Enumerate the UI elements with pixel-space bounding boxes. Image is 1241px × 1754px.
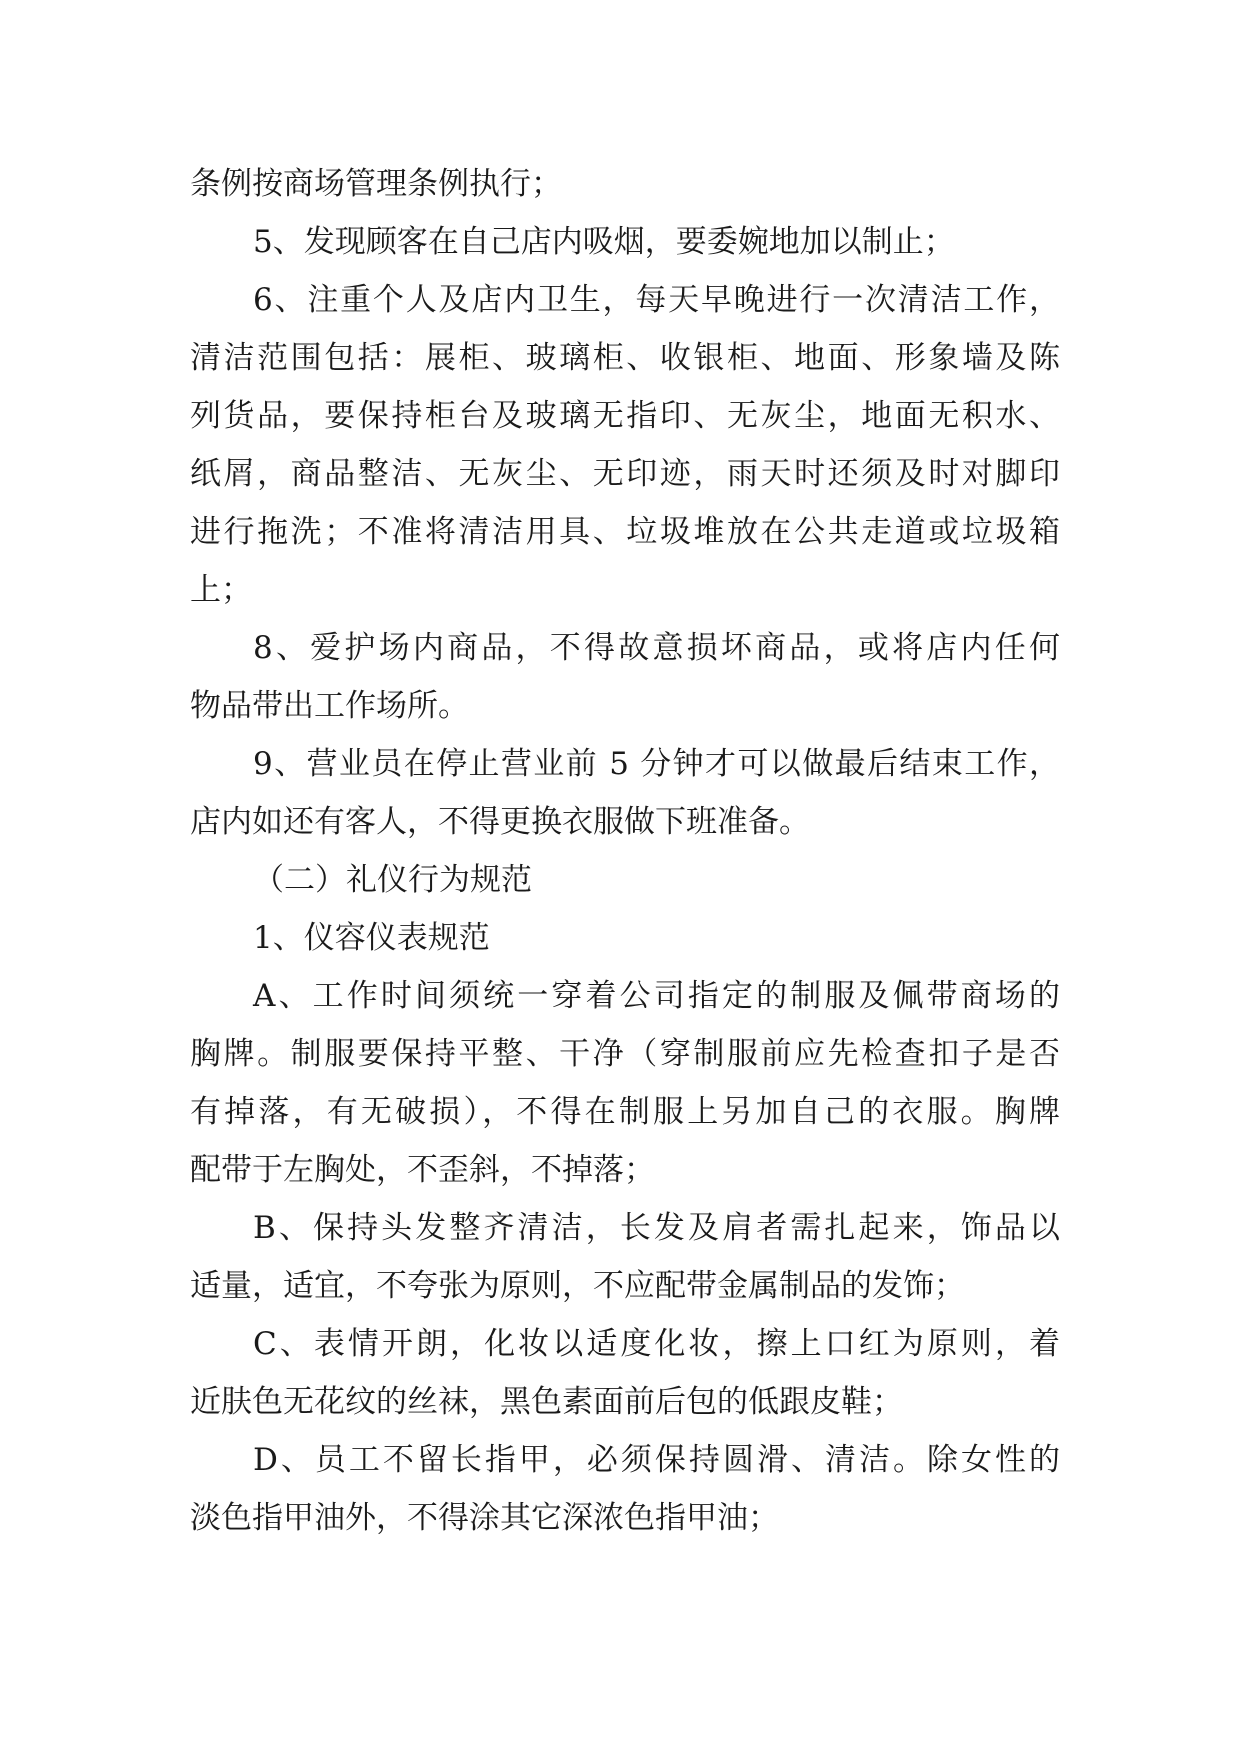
text-line: B、保持头发整齐清洁，长发及肩者需扎起来，饰品以 (253, 1210, 1060, 1246)
text-line: 胸牌。制服要保持平整、干净（穿制服前应先检查扣子是否 (190, 1036, 1060, 1072)
text-line: 条例按商场管理条例执行； (190, 166, 562, 202)
text-line: 淡色指甲油外，不得涂其它深浓色指甲油； (190, 1500, 779, 1536)
text-line: 5、发现顾客在自己店内吸烟，要委婉地加以制止； (253, 224, 955, 260)
text-line: C、表情开朗，化妆以适度化妆，擦上口红为原则，着 (253, 1326, 1060, 1362)
text-line: 店内如还有客人，不得更换衣服做下班准备。 (190, 804, 810, 840)
text-line: 清洁范围包括：展柜、玻璃柜、收银柜、地面、形象墙及陈 (190, 340, 1060, 376)
text-line: 有掉落，有无破损），不得在制服上另加自己的衣服。胸牌 (190, 1094, 1060, 1130)
text-line: 6、注重个人及店内卫生，每天早晚进行一次清洁工作， (253, 282, 1060, 318)
text-line: 列货品，要保持柜台及玻璃无指印、无灰尘，地面无积水、 (190, 398, 1060, 434)
text-line: D、员工不留长指甲，必须保持圆滑、清洁。除女性的 (253, 1442, 1060, 1478)
text-line: 进行拖洗；不准将清洁用具、垃圾堆放在公共走道或垃圾箱 (190, 514, 1060, 550)
section-heading: （二）礼仪行为规范 (253, 862, 532, 898)
text-line: 8、爱护场内商品，不得故意损坏商品，或将店内任何 (253, 630, 1060, 666)
text-line: 上； (190, 572, 252, 608)
text-line: 近肤色无花纹的丝袜，黑色素面前后包的低跟皮鞋； (190, 1384, 903, 1420)
text-line: A、工作时间须统一穿着公司指定的制服及佩带商场的 (253, 978, 1060, 1014)
text-line: 9、营业员在停止营业前 5 分钟才可以做最后结束工作， (253, 746, 1060, 782)
text-line: 适量，适宜，不夸张为原则，不应配带金属制品的发饰； (190, 1268, 965, 1304)
text-line: 配带于左胸处，不歪斜，不掉落； (190, 1152, 655, 1188)
subsection-heading: 1、仪容仪表规范 (253, 920, 490, 956)
text-line: 物品带出工作场所。 (190, 688, 469, 724)
text-line: 纸屑，商品整洁、无灰尘、无印迹，雨天时还须及时对脚印 (190, 456, 1060, 492)
